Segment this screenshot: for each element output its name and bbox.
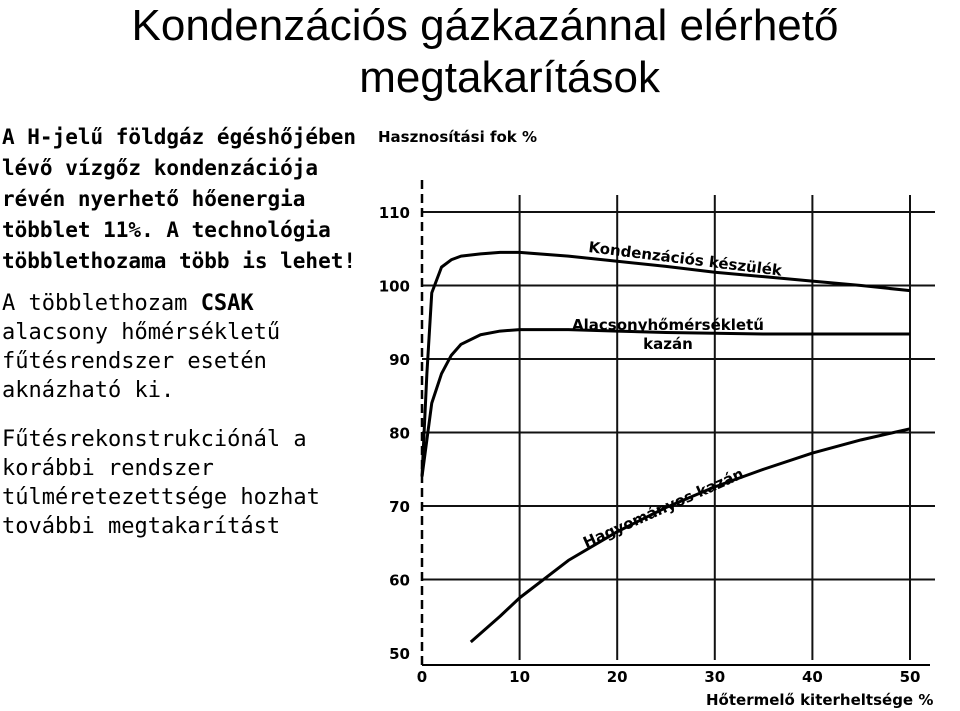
y-tick-label-110: 110 (378, 204, 410, 222)
paragraph-2-post: alacsony hőmérsékletű fűtésrendszer esetén aknázható ki. (2, 320, 281, 403)
y-tick-label-90: 90 (389, 351, 410, 369)
title-line-2: megtakarítások (359, 53, 660, 102)
x-tick-label-50: 50 (899, 668, 921, 686)
y-tick-label-100: 100 (378, 277, 410, 296)
x-tick-label-20: 20 (606, 668, 628, 686)
x-tick-label-10: 10 (509, 668, 531, 686)
paragraph-2-pre: A többlethozam (2, 291, 201, 316)
x-axis-label: Hőtermelő kiterheltsége % (706, 691, 934, 709)
paragraph-1: A H-jelű földgáz égéshőjében lévő vízgőz kondenzációja révén nyerhető hőenergia többlet 11%. A technológia többlethozama több is lehet! (2, 125, 357, 273)
y-tick-label-60: 60 (389, 571, 410, 590)
title-line-1: Kondenzációs gázkazánnal elérhető (131, 1, 839, 50)
y-tick-label-50: 50 (389, 645, 410, 663)
chart-series (422, 252, 910, 642)
x-tick-label-0: 0 (416, 668, 428, 686)
series-line-3 (471, 429, 910, 642)
paragraph-2-bold: CSAK (200, 291, 254, 316)
series-label-1: Kondenzációs készülék (587, 238, 783, 280)
series-label-2: Alacsonyhőmérsékletű kazán (572, 316, 764, 353)
y-tick-label-70: 70 (389, 498, 410, 516)
paragraph-3: Fűtésrekonstrukciónál a korábbi rendszer túlméretezettsége hozhat további megtakarítást (2, 427, 320, 539)
y-axis-label: Hasznosítási fok % (378, 128, 538, 146)
x-tick-label-40: 40 (801, 668, 823, 686)
x-tick-label-30: 30 (704, 668, 726, 686)
series-label-3: Hagyományos kazán (580, 464, 747, 552)
y-tick-label-80: 80 (389, 424, 410, 443)
